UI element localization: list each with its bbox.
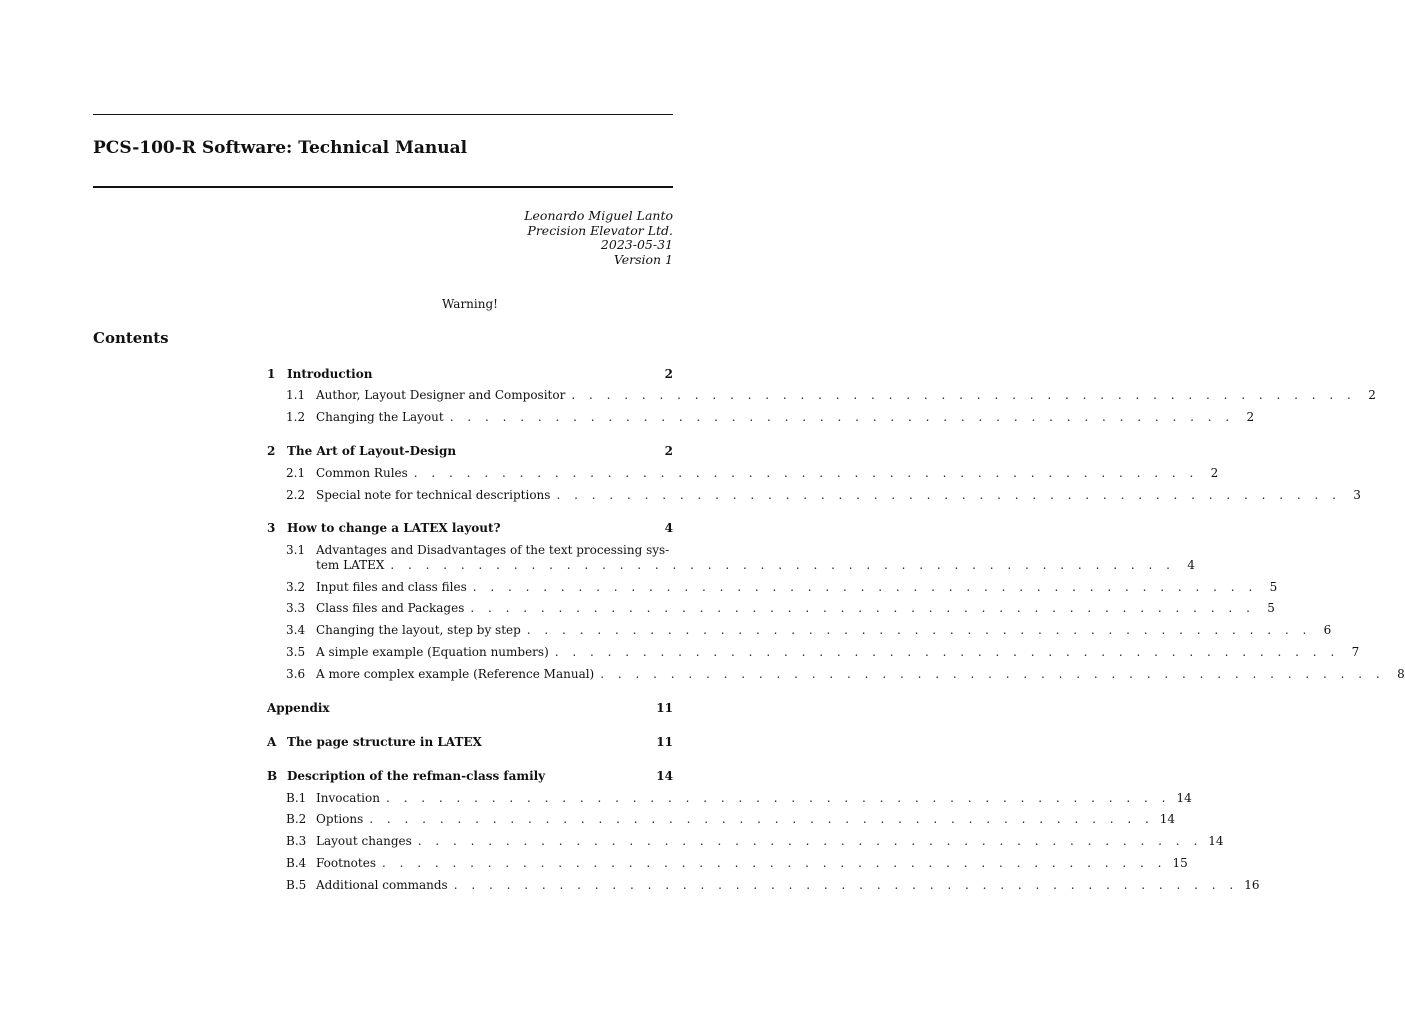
- document-title: PCS-100-R Software: Technical Manual: [93, 138, 468, 158]
- toc-number: 1: [267, 367, 276, 381]
- toc-page: 7: [1351, 645, 1360, 659]
- top-rule: [93, 114, 673, 115]
- toc-subsection[interactable]: [267, 645, 1360, 659]
- toc-leader: . . . . . . . . . . . . . . . . . . . . . . . . . . . . . . . . . . . . . . . . . . . . .: [390, 558, 1175, 572]
- toc-number: 3.1: [286, 543, 306, 557]
- toc-label-line1: Advantages and Disadvantages of the text processing sys-: [316, 543, 670, 557]
- toc-section[interactable]: [267, 521, 673, 535]
- toc-label: Appendix: [267, 701, 330, 715]
- toc-label: Layout changes: [316, 834, 412, 848]
- toc-page: 14: [1176, 791, 1192, 805]
- toc-page: 6: [1323, 623, 1332, 637]
- toc-number: 3.6: [286, 667, 306, 681]
- toc-label: Changing the Layout: [316, 410, 444, 424]
- toc-subsection[interactable]: [267, 791, 1192, 805]
- toc-page: 5: [1269, 580, 1278, 594]
- toc-page: 11: [656, 701, 673, 715]
- toc-number: 3.4: [286, 623, 306, 637]
- toc-label: How to change a LATEX layout?: [287, 521, 501, 535]
- toc-subsection[interactable]: [267, 623, 1332, 637]
- toc-number: 2.2: [286, 488, 306, 502]
- toc-section[interactable]: [267, 367, 673, 381]
- toc-leader: . . . . . . . . . . . . . . . . . . . . . . . . . . . . . . . . . . . . . . . . . . . . .: [449, 410, 1235, 424]
- toc-label: Footnotes: [316, 856, 376, 870]
- toc-leader: . . . . . . . . . . . . . . . . . . . . . . . . . . . . . . . . . . . . . . . . . . . . .: [369, 812, 1154, 826]
- toc-leader: . . . . . . . . . . . . . . . . . . . . . . . . . . . . . . . . . . . . . . . . . . . . .: [385, 791, 1171, 805]
- toc-leader: . . . . . . . . . . . . . . . . . . . . . . . . . . . . . . . . . . . . . . . . . . . . .: [556, 488, 1341, 502]
- toc-number: 2.1: [286, 466, 306, 480]
- toc-subsection[interactable]: [267, 812, 1176, 826]
- date: 2023-05-31: [600, 237, 673, 252]
- toc-label: Special note for technical descriptions: [316, 488, 551, 502]
- toc-number: B: [267, 769, 278, 783]
- toc-leader: . . . . . . . . . . . . . . . . . . . . . . . . . . . . . . . . . . . . . . . . . . . . .: [453, 878, 1239, 892]
- toc-label: Invocation: [316, 791, 380, 805]
- toc-page: 2: [1246, 410, 1255, 424]
- toc-number: A: [267, 735, 277, 749]
- toc-page: 15: [1172, 856, 1188, 870]
- toc-label: A more complex example (Reference Manual): [316, 667, 595, 681]
- toc-page: 4: [1187, 558, 1195, 572]
- toc-leader: . . . . . . . . . . . . . . . . . . . . . . . . . . . . . . . . . . . . . . . . . . . . .: [554, 645, 1340, 659]
- author: Leonardo Miguel Lanto: [524, 208, 673, 223]
- toc-section[interactable]: [267, 735, 673, 749]
- toc-number: 3.3: [286, 601, 306, 615]
- toc-page: 14: [656, 769, 673, 783]
- toc-leader: . . . . . . . . . . . . . . . . . . . . . . . . . . . . . . . . . . . . . . . . . . . . .: [417, 834, 1203, 848]
- toc-leader: . . . . . . . . . . . . . . . . . . . . . . . . . . . . . . . . . . . . . . . . . . . . .: [600, 667, 1385, 681]
- toc-label: The Art of Layout-Design: [287, 444, 457, 458]
- toc-number: B.5: [286, 878, 307, 892]
- toc-label: Author, Layout Designer and Compositor: [316, 388, 566, 402]
- toc-leader: . . . . . . . . . . . . . . . . . . . . . . . . . . . . . . . . . . . . . . . . . . . . .: [413, 466, 1199, 480]
- toc-leader: . . . . . . . . . . . . . . . . . . . . . . . . . . . . . . . . . . . . . . . . . . . . .: [470, 601, 1255, 615]
- warning-text: Warning!: [442, 297, 498, 311]
- toc-label: Input files and class files: [316, 580, 467, 594]
- toc-section[interactable]: [267, 444, 673, 458]
- toc-page: 2: [664, 367, 673, 381]
- toc-label: Changing the layout, step by step: [316, 623, 521, 637]
- toc-number: B.3: [286, 834, 307, 848]
- toc-label: The page structure in LATEX: [287, 735, 482, 749]
- toc-label: tem LATEX: [316, 558, 385, 572]
- toc-page: 4: [664, 521, 673, 535]
- toc-page: 14: [1159, 812, 1176, 826]
- toc-number: 2: [267, 444, 276, 458]
- toc-section[interactable]: [267, 769, 673, 783]
- toc-subsection[interactable]: [267, 410, 1255, 424]
- version: Version 1: [613, 251, 673, 267]
- toc-number: 1.2: [286, 410, 306, 424]
- toc-label: Class files and Packages: [316, 601, 465, 615]
- toc-subsection[interactable]: [267, 878, 1260, 892]
- organization: Precision Elevator Ltd.: [527, 222, 673, 238]
- toc-subsection[interactable]: [267, 466, 1219, 480]
- toc-page: 14: [1208, 834, 1224, 848]
- toc-label: A simple example (Equation numbers): [316, 645, 549, 659]
- toc-label: Description of the refman-class family: [287, 769, 546, 783]
- toc-page: 11: [656, 735, 673, 749]
- toc-number: B.4: [286, 856, 307, 870]
- toc-subsection[interactable]: [267, 488, 1361, 502]
- toc-number: B.1: [286, 791, 307, 805]
- toc-subsection[interactable]: [267, 834, 1224, 848]
- toc-number: B.2: [286, 812, 307, 826]
- toc-subsection[interactable]: [267, 667, 1405, 681]
- toc-page: 2: [1210, 466, 1219, 480]
- toc-number: 3.5: [286, 645, 306, 659]
- toc-label: Common Rules: [316, 466, 408, 480]
- toc-leader: . . . . . . . . . . . . . . . . . . . . . . . . . . . . . . . . . . . . . . . . . . . . .: [571, 388, 1356, 402]
- toc-subsection[interactable]: [267, 580, 1278, 594]
- toc-label: Introduction: [287, 367, 373, 381]
- title-rule: [93, 186, 673, 188]
- toc-leader: . . . . . . . . . . . . . . . . . . . . . . . . . . . . . . . . . . . . . . . . . . . . .: [526, 623, 1312, 637]
- toc-number: 3: [267, 521, 276, 535]
- toc-subsection[interactable]: [267, 601, 1275, 615]
- toc-page: 8: [1397, 667, 1405, 681]
- toc-label: Options: [316, 812, 364, 826]
- toc-label: Additional commands: [316, 878, 448, 892]
- toc-page: 3: [1353, 488, 1361, 502]
- toc-number: 3.2: [286, 580, 306, 594]
- toc-page: 16: [1244, 878, 1260, 892]
- toc-page: 5: [1267, 601, 1275, 615]
- toc-page: 2: [1368, 388, 1376, 402]
- contents-heading: Contents: [93, 329, 169, 347]
- toc-subsection[interactable]: [267, 856, 1188, 870]
- toc-subsection[interactable]: [267, 388, 1376, 402]
- toc-number: 1.1: [286, 388, 306, 402]
- toc-leader: . . . . . . . . . . . . . . . . . . . . . . . . . . . . . . . . . . . . . . . . . . . . .: [472, 580, 1258, 594]
- toc-leader: . . . . . . . . . . . . . . . . . . . . . . . . . . . . . . . . . . . . . . . . . . . . .: [381, 856, 1167, 870]
- toc-page: 2: [664, 444, 673, 458]
- document-meta: [524, 209, 673, 267]
- toc-section[interactable]: [267, 701, 673, 715]
